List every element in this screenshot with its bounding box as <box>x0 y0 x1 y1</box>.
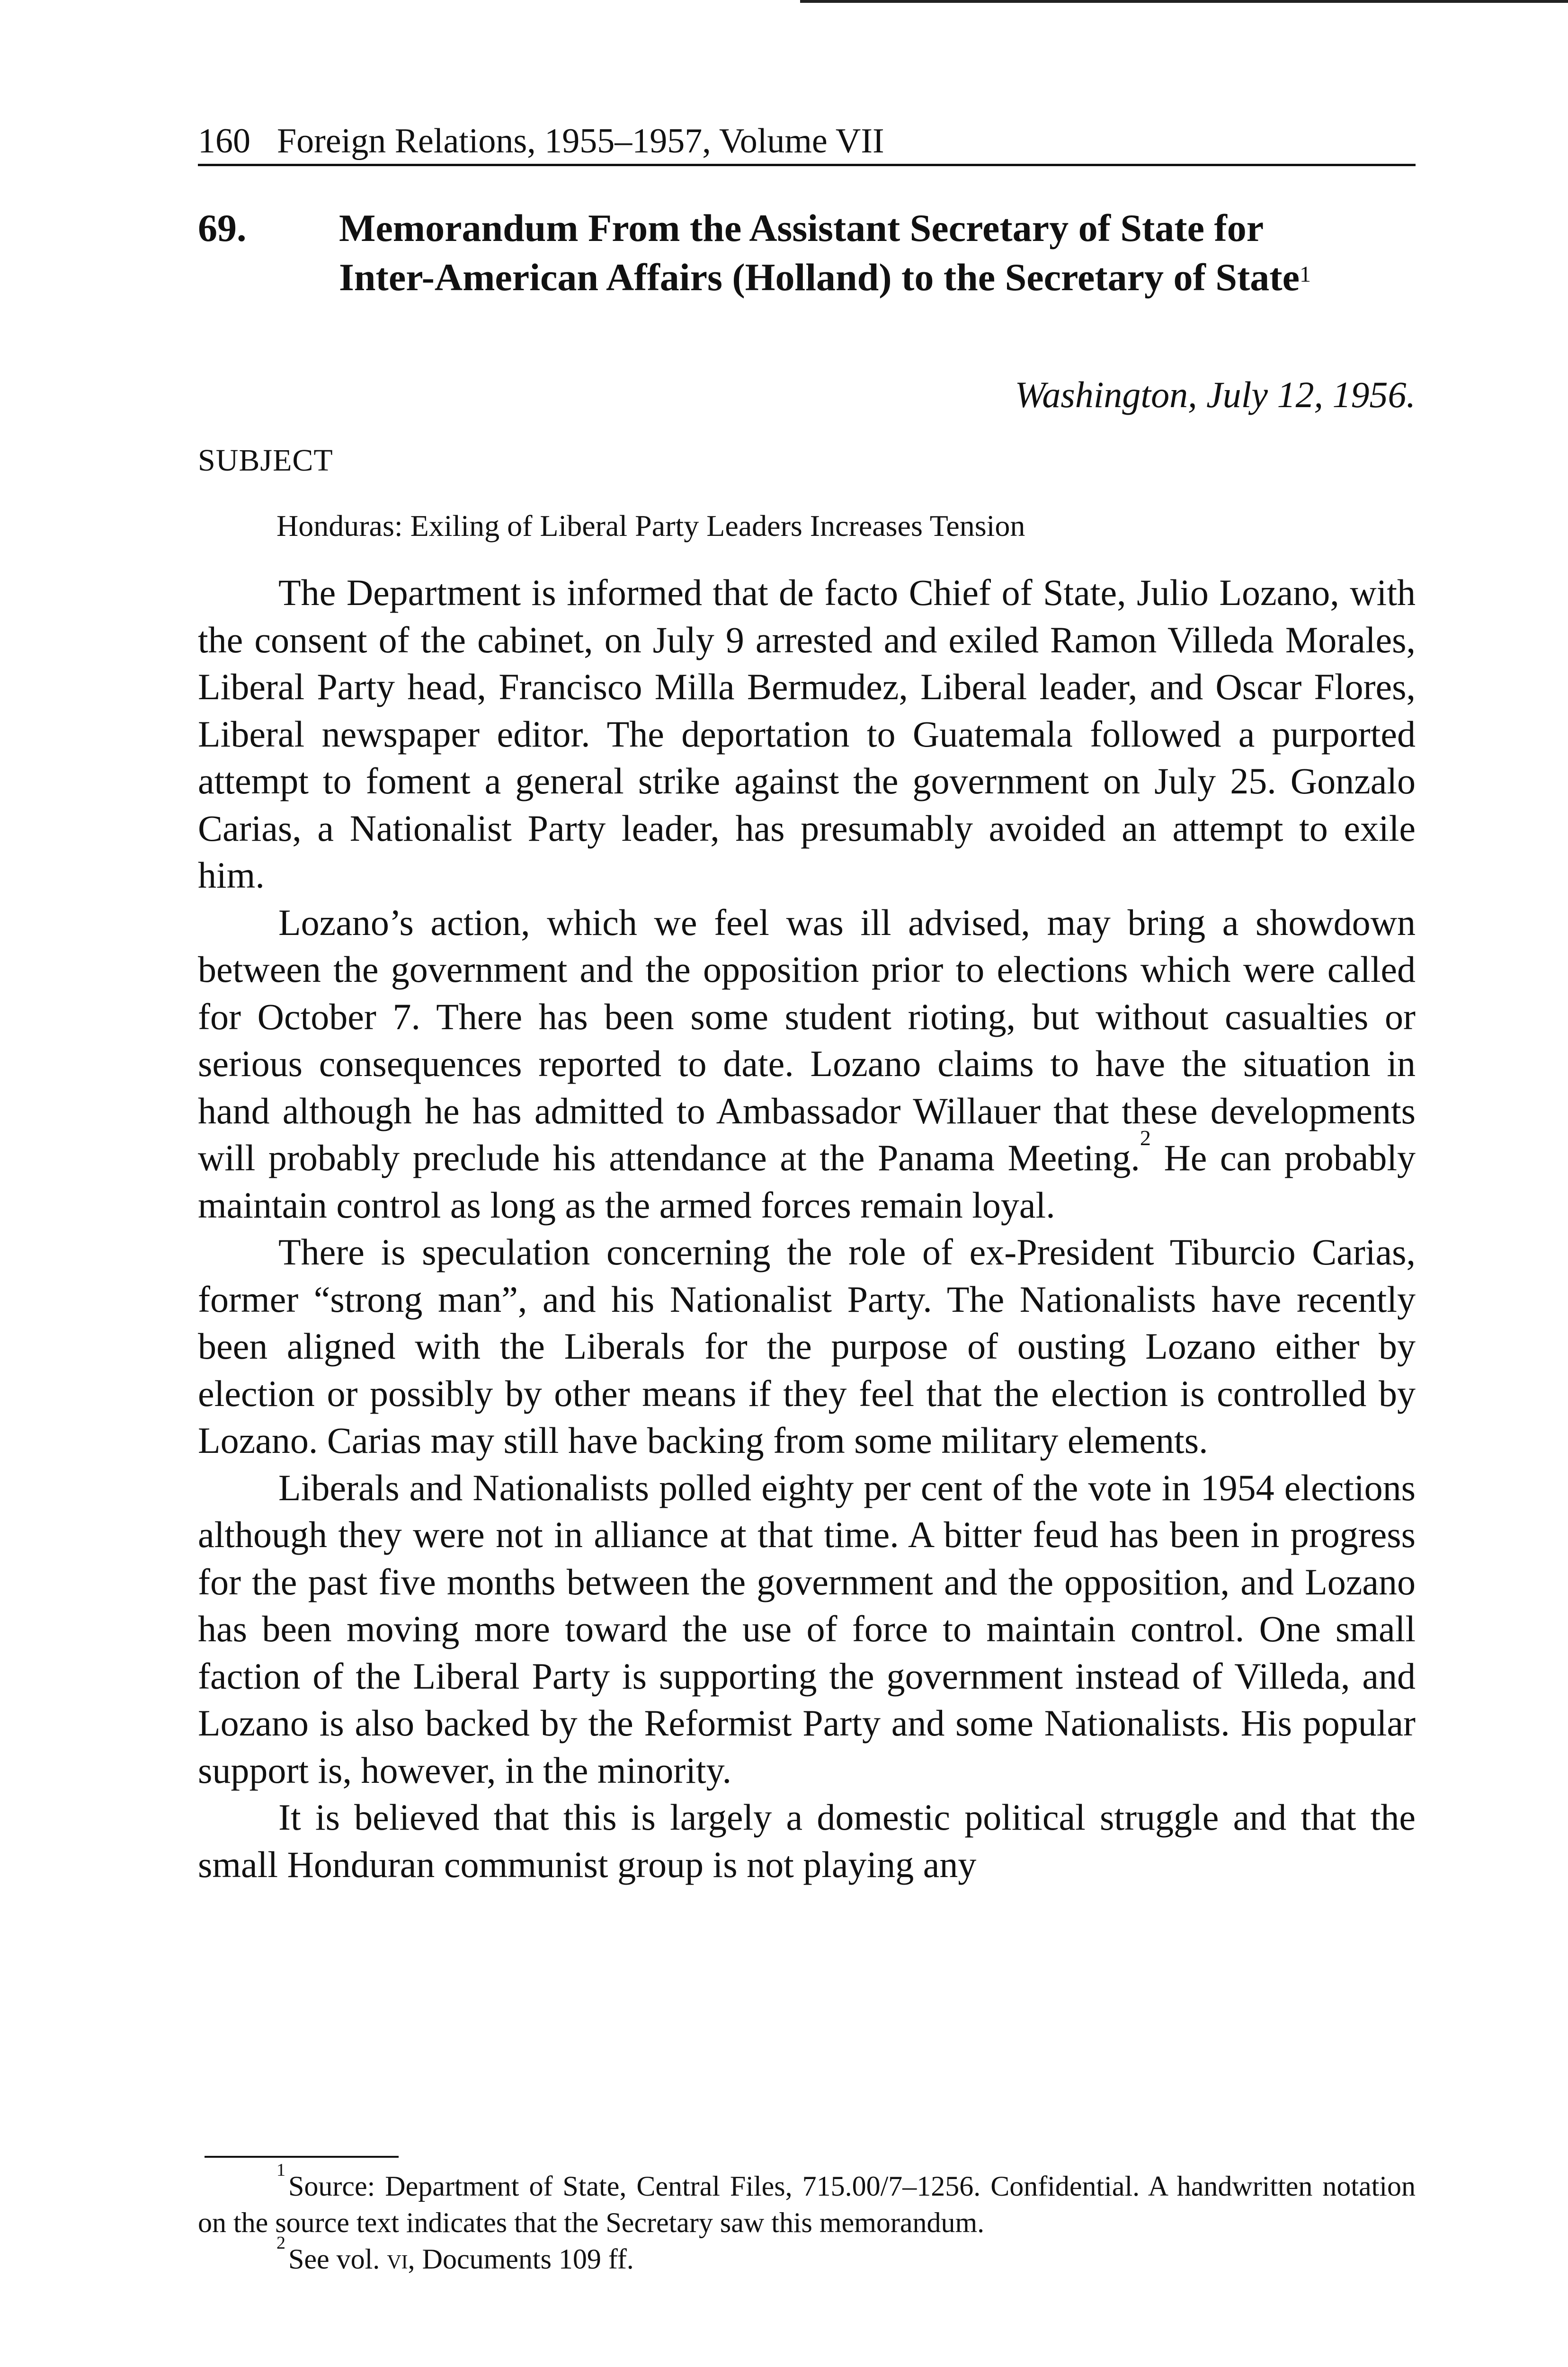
top-edge-rule <box>800 0 1568 3</box>
document-title-line-2 <box>339 253 1418 302</box>
body-paragraph-2-text-b: He can probably maintain control as long as the armed forces remain loyal. <box>198 1137 1416 1226</box>
body-paragraph-4: Liberals and Nationalists polled eighty per cent of the vote in 1954 elections although they were not in alliance at that time. A bitter feud has been in progress for the past five months between the government and the opposition, and Lozano has been moving more toward the use of force to maintain control. One small faction of the Liberal Party is supporting the government instead of Villeda, and Lozano is also backed by the Reformist Party and some Nationalists. His popular support is, however, in the minority. <box>198 1467 1416 1791</box>
running-header <box>198 118 1416 166</box>
footnotes <box>198 2160 1416 2278</box>
memorandum-body <box>198 569 1416 1888</box>
body-paragraph-2 <box>198 899 1416 1229</box>
dateline: Washington, July 12, 1956. <box>1015 374 1416 415</box>
footnote-2-text-a: See vol. <box>288 2243 387 2275</box>
footnote-1-text: Source: Department of State, Central Files, 715.00/7–1256. Confidential. A handwritten notation on the source text indicates that the Secretary saw this memorandum. <box>198 2171 1416 2238</box>
footnote-1-marker: 1 <box>276 2160 285 2180</box>
body-paragraph-5: It is believed that this is largely a domestic political struggle and that the small Honduran communist group is not playing any <box>198 1797 1416 1885</box>
document-title-line-1: Memorandum From the Assistant Secretary of State for <box>339 206 1264 249</box>
footnote-2-volume: vi <box>387 2243 408 2275</box>
body-paragraph-2-text-a: Lozano’s action, which we feel was ill advised, may bring a showdown between the government and the opposition prior to elections which were called for October 7. There has been some student rioting, but without casualties or serious consequences reported to date. Lozano claims to have the situation in hand although he has admitted to Ambassador Willauer that these developments will probably preclude his attendance at the Panama Meeting. <box>198 901 1416 1178</box>
body-paragraph-1: The Department is informed that de facto Chief of State, Julio Lozano, with the consent of the cabinet, on July 9 arrested and exiled Ramon Villeda Morales, Liberal Party head, Francisco Milla Bermudez, Liberal leader, and Oscar Flores, Liberal newspaper editor. The deportation to Guatemala followed a purported attempt to foment a general strike against the government on July 25. Gonzalo Carias, a Nationalist Party leader, has presumably avoided an attempt to exile him. <box>198 572 1416 896</box>
footnote-1 <box>198 2160 1416 2241</box>
document-number: 69. <box>198 206 247 249</box>
document-title <box>339 204 1418 302</box>
footnote-divider <box>205 2156 399 2158</box>
running-title: Foreign Relations, 1955–1957, Volume VII <box>277 122 884 160</box>
subject-text: Honduras: Exiling of Liberal Party Leaders Increases Tension <box>276 509 1025 543</box>
page-number: 160 <box>198 122 250 160</box>
footnote-ref-2: 2 <box>1140 1126 1151 1150</box>
footnote-2 <box>198 2233 1416 2278</box>
document-title-line-2-text: Inter-American Affairs (Holland) to the Secretary of State <box>339 256 1300 299</box>
footnote-2-marker: 2 <box>276 2233 285 2253</box>
subject-label: SUBJECT <box>198 443 333 478</box>
body-paragraph-3: There is speculation concerning the role of ex-President Tiburcio Carias, former “strong man”, and his Nationalist Party. The Nationalists have recently been aligned with the Liberals for the purpose of ousting Lozano either by election or possibly by other means if they feel that the election is controlled by Lozano. Carias may still have backing from some military elements. <box>198 1231 1416 1461</box>
title-footnote-ref: 1 <box>1299 262 1311 287</box>
footnote-2-text-b: , Documents 109 ff. <box>408 2243 634 2275</box>
